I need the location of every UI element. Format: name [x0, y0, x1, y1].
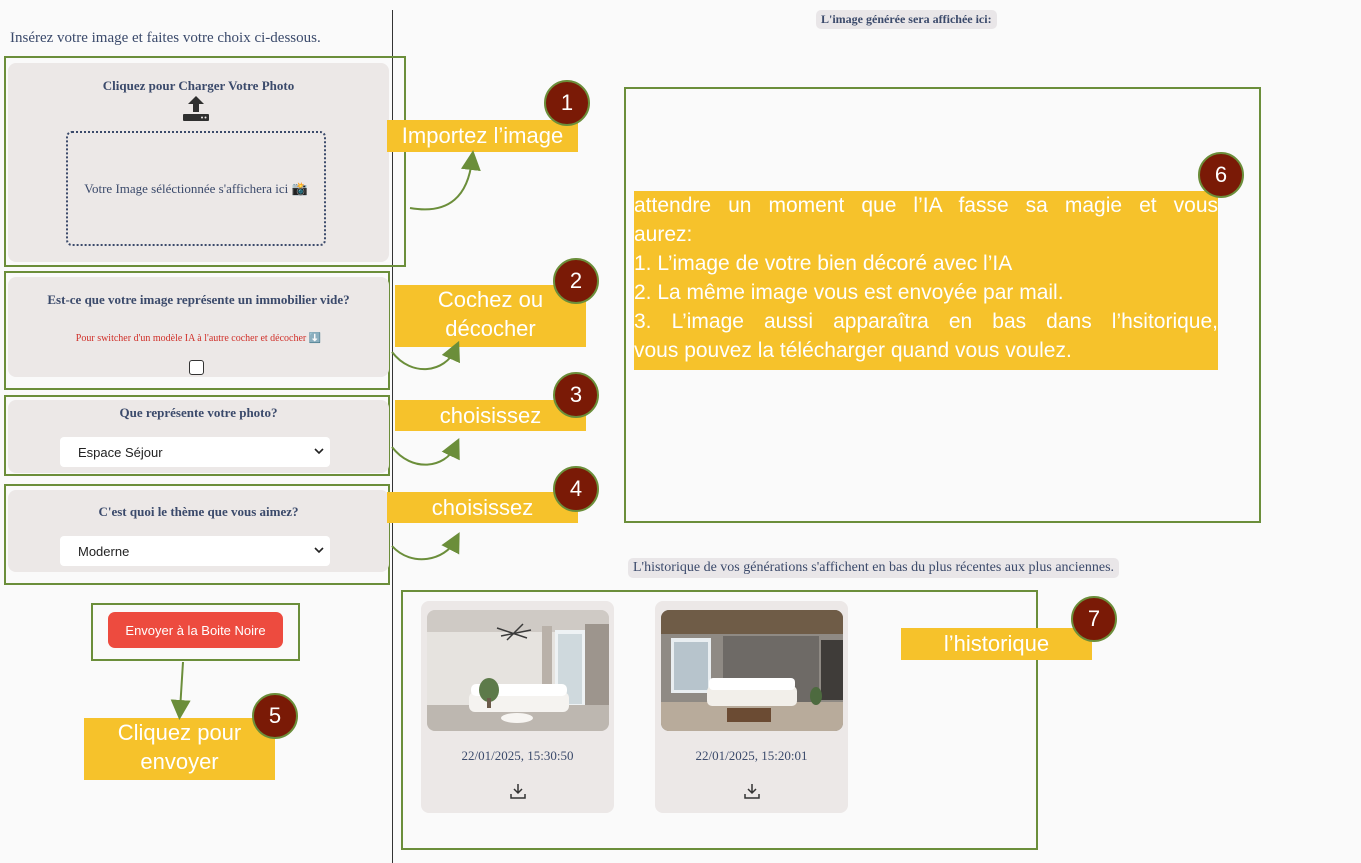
- annotation-badge-4: 4: [553, 466, 599, 512]
- history-date: 22/01/2025, 15:20:01: [695, 748, 808, 763]
- annotation-badge-6: 6: [1198, 152, 1244, 198]
- annotation-label-6-line1: attendre un moment que l’IA fasse sa magie et vous: [634, 194, 1218, 217]
- annotation-label-3: choisissez: [395, 400, 586, 431]
- annotation-badge-2: 2: [553, 258, 599, 304]
- send-button[interactable]: Envoyer à la Boite Noire: [108, 612, 283, 648]
- annotation-label-2-line2: décocher: [445, 316, 536, 341]
- annotation-label-6-line5: 3. L’image aussi apparaîtra en bas dans l’hsitorique,: [634, 310, 1218, 333]
- history-date: 22/01/2025, 15:30:50: [461, 748, 574, 763]
- annotation-label-6-line3: 1. L’image de votre bien décoré avec l’IA: [634, 252, 1013, 275]
- annotation-label-5-line1: Cliquez pour: [117, 720, 242, 745]
- theme-question: C'est quoi le thème que vous aimez?: [98, 504, 299, 519]
- annotation-label-1: Importez l’image: [387, 120, 578, 152]
- annotation-label-6-line2: aurez:: [634, 223, 693, 246]
- upload-title: Cliquez pour Charger Votre Photo: [102, 78, 295, 93]
- annotation-label-7: l’historique: [901, 628, 1092, 660]
- annotation-label-6-line4: 2. La même image vous est envoyée par mail.: [634, 281, 1064, 304]
- empty-property-question: Est-ce que votre image représente un immobilier vide?: [47, 292, 350, 307]
- annotation-badge-7: 7: [1071, 596, 1117, 642]
- image-preview-area[interactable]: Votre Image séléctionnée s'affichera ici 📸: [66, 131, 326, 246]
- model-switch-note: Pour switcher d'un modèle IA à l'autre cocher et décocher ⬇️: [75, 333, 322, 344]
- generated-image-label: L'image générée sera affichée ici:: [816, 10, 997, 29]
- annotation-badge-1: 1: [544, 80, 590, 126]
- photo-type-value: Espace Séjour: [78, 444, 163, 460]
- history-label: L'historique de vos générations s'affichent en bas du plus récentes aux plus anciennes.: [628, 558, 1119, 578]
- annotation-label-6-line6: vous pouvez la télécharger quand vous voulez.: [634, 339, 1072, 362]
- intro-text: Insérez votre image et faites votre choix ci-dessous.: [10, 30, 321, 46]
- theme-value: Moderne: [78, 543, 130, 559]
- annotation-label-5-line2: envoyer: [140, 749, 219, 774]
- annotation-label-4: choisissez: [387, 492, 578, 523]
- annotation-badge-5: 5: [252, 693, 298, 739]
- photo-type-question: Que représente votre photo?: [119, 405, 278, 420]
- annotation-badge-3: 3: [553, 372, 599, 418]
- annotation-label-2-line1: Cochez ou: [437, 287, 544, 312]
